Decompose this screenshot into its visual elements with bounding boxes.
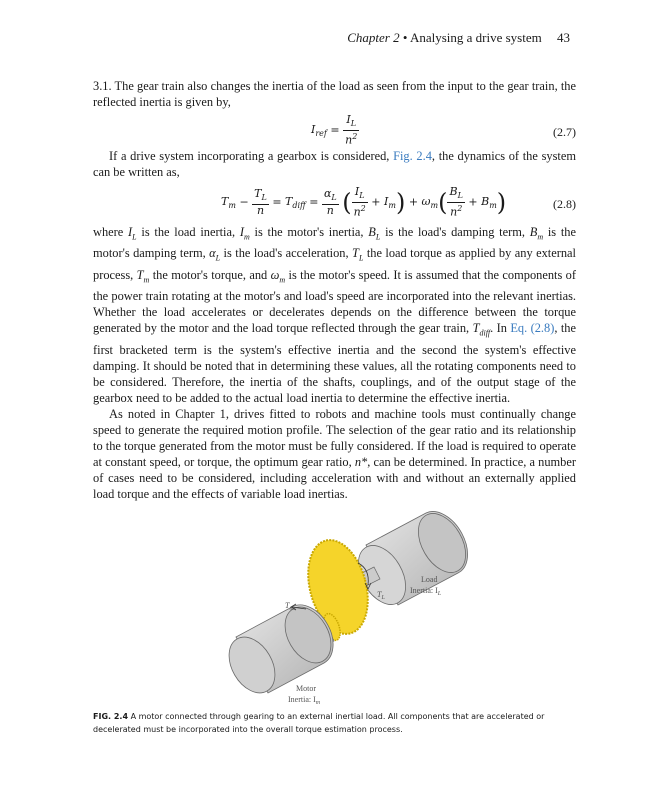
fig-2-4-link[interactable]: Fig. 2.4	[393, 149, 432, 163]
caption-label: FIG. 2.4	[93, 712, 129, 721]
page-number: 43	[557, 30, 570, 45]
paragraph-2: If a drive system incorporating a gearbox is considered, Fig. 2.4, the dynamics of the system can be written as,	[93, 149, 576, 179]
figure-tm-label: $T_m$	[285, 601, 294, 612]
eq1-lhs: $I_{ref}$	[311, 123, 327, 139]
caption-text: A motor connected through gearing to an external inertial load. All components that are accelerated or decelerated must be incorporated into the overall torque estimation process.	[93, 712, 545, 734]
figure-load-label-1: Load	[421, 575, 438, 584]
body-text	[93, 78, 576, 502]
figure-2-4	[188, 505, 488, 710]
figure-tl-label: $T_L$	[377, 590, 385, 601]
eq1-number: (2.7)	[553, 125, 576, 139]
figure-caption	[93, 711, 583, 736]
header-bullet: •	[402, 30, 408, 45]
figure-load-label-2: Inertia: $I_L$	[410, 586, 442, 597]
paragraph-3: where $I_L$ is the load inertia, $I_m$ is the motor's inertia, $B_L$ is the load's damping term, $B_m$ is the motor's damping term, $\alpha_L$ is the load's acceleration, $T_L$ the load torque as applied by any external process, $T_m$ the motor's torque, and $\omega_m$ is the motor's speed. It is assumed that the components of the power train rotating at the motor's and load's speed are incorporated into the relevant inertias. Whether the load accelerates or decelerates depends on the difference between the torque generated by the motor and the load torque reflected through the gear train, $T_{diff}$. In Eq. (2.8), the first bracketed term is the system's effective inertia and the second the system's effective damping. It should be noted that in determining these values, all the rotating components need to be considered. Therefore, the inertia of the shafts, couplings, and of the output stage of the gearbox need to be added to the actual load inertia to determine the effective inertia.	[93, 225, 576, 405]
eq-2-8-link[interactable]: Eq. (2.8)	[510, 321, 555, 336]
paragraph-1: 3.1. The gear train also changes the inertia of the load as seen from the input to the gear train, the reflected inertia is given by,	[93, 79, 576, 109]
figure-motor-label-1: Motor	[296, 684, 316, 693]
eq1-fraction: $\frac{I_L}{n^2}$	[345, 113, 358, 147]
paragraph-4: As noted in Chapter 1, drives fitted to robots and machine tools must continually change speed to generate the required motion profile. The selection of the gear ratio and its relationship to the torque generated from the motor must be fully considered. If the load is required to operate at constant speed, or torque, the optimum gear ratio, n*, can be determined. In practice, a number of cases need to be considered, including acceleration with and without an externally applied load torque and the effects of variable load inertias.	[93, 406, 576, 501]
running-header	[347, 30, 570, 46]
eq1-equals: =	[330, 123, 340, 137]
equation-2-8: $T_m$ − $\frac{T_L}{n}$ = $T_{diff}$ = $\frac{\alpha_L}{n}$ ( $\frac{I_L}{n^2}$ + $I_m) + \omega_m$( $\frac{B_L}{n^2}$ + $B_m$) (2.8)	[221, 185, 576, 219]
eq2-number: (2.8)	[553, 197, 576, 211]
header-chapter: Chapter 2	[347, 30, 400, 45]
header-section-title: Analysing a drive system	[409, 30, 542, 45]
figure-motor-label-2: Inertia: $I_m$	[288, 695, 321, 706]
equation-2-7	[93, 114, 576, 148]
